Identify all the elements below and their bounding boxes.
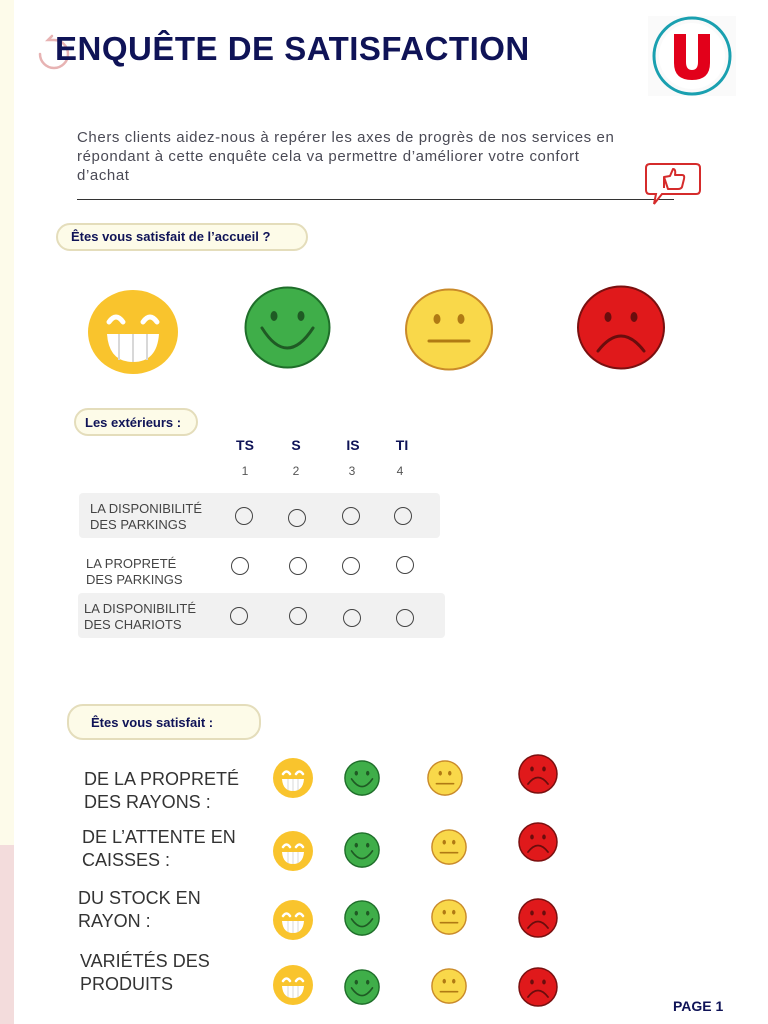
radio-s[interactable] xyxy=(288,509,306,527)
row-label-line: CAISSES : xyxy=(82,850,171,870)
smiling-face-green-icon[interactable] xyxy=(343,968,381,1006)
column-header: S xyxy=(291,437,301,453)
column-header: TS xyxy=(236,437,254,453)
row-label-line: DES RAYONS : xyxy=(84,792,211,812)
row-label-line: DU STOCK EN xyxy=(78,888,201,908)
column-number: 2 xyxy=(292,464,300,478)
grinning-face-icon[interactable] xyxy=(272,831,314,871)
neutral-face-yellow-icon[interactable] xyxy=(426,759,464,797)
intro-line: répondant à cette enquête cela va permettre d’améliorer votre confort xyxy=(77,148,580,165)
radio-ts[interactable] xyxy=(231,557,249,575)
column-header: TI xyxy=(395,437,409,453)
page-title: ENQUÊTE DE SATISFACTION xyxy=(55,30,530,67)
column-number: 1 xyxy=(241,464,249,478)
radio-s[interactable] xyxy=(289,557,307,575)
radio-is[interactable] xyxy=(342,557,360,575)
frowning-face-red-icon[interactable] xyxy=(576,285,666,370)
satisfaction-row-label xyxy=(82,826,236,872)
row-label-line: LA DISPONIBILITÉ xyxy=(90,501,202,516)
radio-is[interactable] xyxy=(342,507,360,525)
column-header: IS xyxy=(346,437,360,453)
intro-line: d’achat xyxy=(77,167,130,184)
super-u-logo xyxy=(648,16,736,96)
neutral-face-yellow-icon[interactable] xyxy=(430,898,468,936)
row-label-line: LA PROPRETÉ xyxy=(86,556,177,571)
radio-is[interactable] xyxy=(343,609,361,627)
row-label-line: RAYON : xyxy=(78,911,151,931)
radio-s[interactable] xyxy=(289,607,307,625)
row-label-line: LA DISPONIBILITÉ xyxy=(84,601,196,616)
accueil-question: Êtes vous satisfait de l’accueil ? xyxy=(56,223,308,251)
intro-line: Chers clients aidez-nous à repérer les axes de progrès de nos services en xyxy=(77,129,615,146)
smiling-face-green-icon[interactable] xyxy=(343,899,381,937)
row-label xyxy=(86,556,183,588)
row-label-line: DES PARKINGS xyxy=(90,517,187,532)
satisfait-title: Êtes vous satisfait : xyxy=(67,704,261,740)
neutral-face-yellow-icon[interactable] xyxy=(404,288,494,371)
frowning-face-red-icon[interactable] xyxy=(517,898,559,938)
grinning-face-icon[interactable] xyxy=(272,965,314,1005)
row-label-line: PRODUITS xyxy=(80,974,174,994)
row-label-line: VARIÉTÉS DES xyxy=(80,951,210,971)
row-label-line: DES CHARIOTS xyxy=(84,617,182,632)
left-decor-strip-bottom xyxy=(0,845,14,1024)
grinning-face-icon[interactable] xyxy=(272,900,314,940)
frowning-face-red-icon[interactable] xyxy=(517,754,559,794)
row-label-line: DES PARKINGS xyxy=(86,572,183,587)
row-label xyxy=(84,601,196,633)
radio-ts[interactable] xyxy=(230,607,248,625)
radio-ti[interactable] xyxy=(394,507,412,525)
column-number: 4 xyxy=(396,464,404,478)
left-decor-strip xyxy=(0,0,14,845)
radio-ts[interactable] xyxy=(235,507,253,525)
grinning-face-icon[interactable] xyxy=(272,758,314,798)
frowning-face-red-icon[interactable] xyxy=(517,967,559,1007)
smiling-face-green-icon[interactable] xyxy=(343,759,381,797)
row-label-line: DE LA PROPRETÉ xyxy=(84,769,240,789)
divider xyxy=(77,199,674,200)
column-number: 3 xyxy=(348,464,356,478)
smiling-face-green-icon[interactable] xyxy=(343,831,381,869)
neutral-face-yellow-icon[interactable] xyxy=(430,828,468,866)
page-number: PAGE 1 xyxy=(673,998,724,1014)
radio-ti[interactable] xyxy=(396,556,414,574)
frowning-face-red-icon[interactable] xyxy=(517,822,559,862)
exterieurs-title: Les extérieurs : xyxy=(74,408,198,436)
thumbs-up-bubble-icon xyxy=(644,160,702,208)
row-label xyxy=(90,501,202,533)
smiling-face-green-icon[interactable] xyxy=(244,286,331,369)
radio-ti[interactable] xyxy=(396,609,414,627)
row-label-line: DE L’ATTENTE EN xyxy=(82,827,236,847)
satisfaction-row-label xyxy=(78,887,201,933)
grinning-face-icon[interactable] xyxy=(87,290,179,375)
satisfaction-row-label xyxy=(80,950,210,996)
neutral-face-yellow-icon[interactable] xyxy=(430,967,468,1005)
intro-text xyxy=(77,128,697,185)
satisfaction-row-label xyxy=(84,768,239,814)
